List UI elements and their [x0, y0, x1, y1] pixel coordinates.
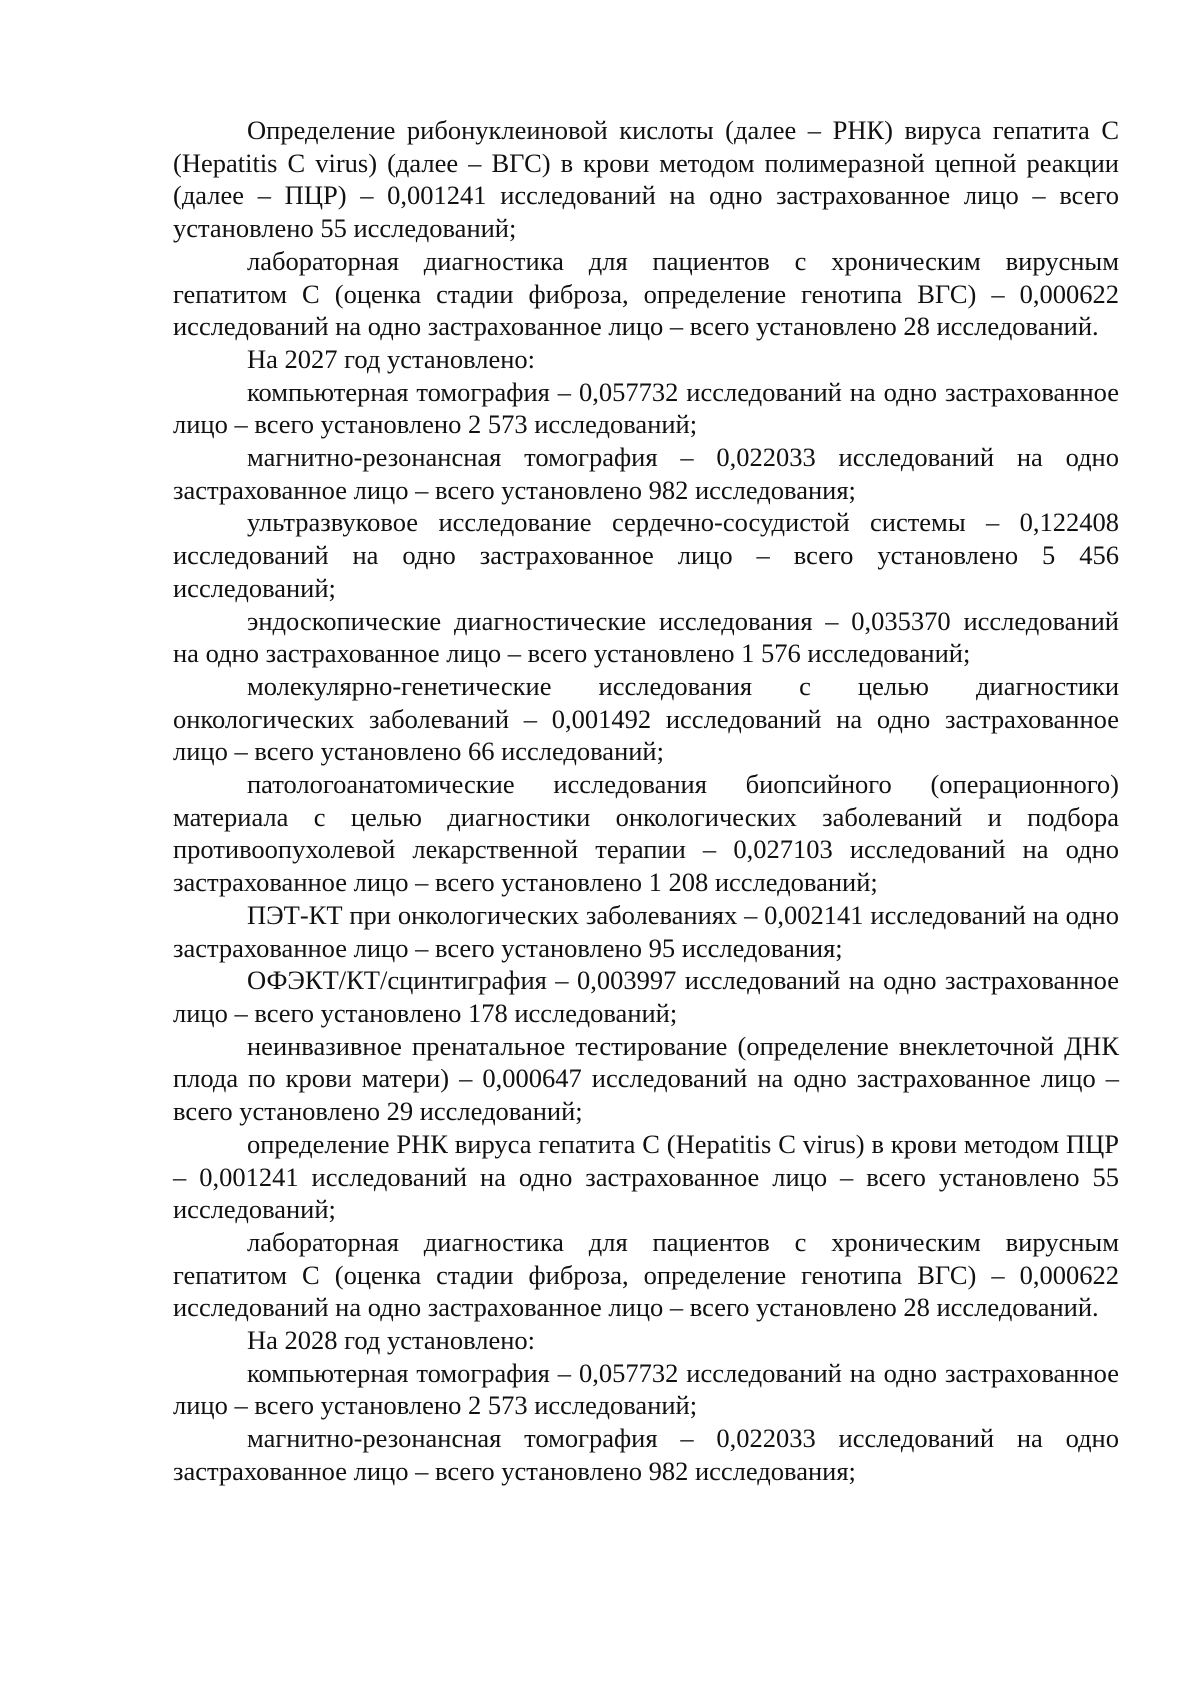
paragraph-pathology-2027: патологоанатомические исследования биопсийного (операционного) материала с целью диагностики онкологических заболеваний и подбора противоопухолевой лекарственной терапии – 0,027103 исследований на одно застрахованное лицо – всего установлено 1 208 исследований; — [173, 769, 1119, 898]
paragraph-mri-2028: магнитно-резонансная томография – 0,022033 исследований на одно застрахованное лицо – всего установлено 982 исследования; — [173, 1423, 1119, 1486]
paragraph-spect-2027: ОФЭКТ/КТ/сцинтиграфия – 0,003997 исследований на одно застрахованное лицо – всего установлено 178 исследований; — [173, 965, 1119, 1028]
paragraph-ct-2027: компьютерная томография – 0,057732 исследований на одно застрахованное лицо – всего установлено 2 573 исследований; — [173, 376, 1119, 440]
paragraph-nipt-2027: неинвазивное пренатальное тестирование (определение внеклеточной ДНК плода по крови матери) – 0,000647 исследований на одно застрахованное лицо – всего установлено 29 исследований; — [173, 1030, 1119, 1127]
paragraph-rna-hcv-2027: определение РНК вируса гепатита С (Hepatitis С virus) в крови методом ПЦР – 0,001241 исследований на одно застрахованное лицо – всего установлено 55 исследований; — [173, 1128, 1119, 1225]
paragraph-pet-ct-2027: ПЭТ-КТ при онкологических заболеваниях – 0,002141 исследований на одно застрахованное лицо – всего установлено 95 исследования; — [173, 899, 1119, 963]
heading-year-2027: На 2027 год установлено: — [247, 343, 536, 374]
paragraph-hcv-lab-2027: лабораторная диагностика для пациентов с хроническим вирусным гепатитом С (оценка стадии фиброза, определение генотипа ВГС) – 0,000622 исследований на одно застрахованное лицо – всего установлено 28 исследований. — [173, 1226, 1119, 1323]
paragraph-hcv-lab-2026: лабораторная диагностика для пациентов с хроническим вирусным гепатитом С (оценка стадии фиброза, определение генотипа ВГС) – 0,000622 исследований на одно застрахованное лицо – всего установлено 28 исследований. — [173, 245, 1119, 342]
paragraph-ultrasound-2027: ультразвуковое исследование сердечно-сосудистой системы – 0,122408 исследований на одно застрахованное лицо – всего установлено 5 456 исследований; — [173, 507, 1119, 603]
document-body — [173, 114, 1119, 1488]
paragraph-ct-2028: компьютерная томография – 0,057732 исследований на одно застрахованное лицо – всего установлено 2 573 исследований; — [173, 1357, 1119, 1421]
heading-year-2028: На 2028 год установлено: — [247, 1325, 536, 1356]
paragraph-endoscopy-2027: эндоскопические диагностические исследования – 0,035370 исследований на одно застрахованное лицо – всего установлено 1 576 исследований; — [173, 605, 1119, 669]
paragraph-molecular-genetic-2027: молекулярно-генетические исследования с целью диагностики онкологических заболеваний – 0,001492 исследований на одно застрахованное лицо – всего установлено 66 исследований; — [173, 670, 1119, 767]
paragraph-rna-hcv-2026: Определение рибонуклеиновой кислоты (далее – РНК) вируса гепатита С (Hepatitis С virus) (далее – ВГС) в крови методом полимеразной цепной реакции (далее – ПЦР) – 0,001241 исследований на одно застрахованное лицо – всего установлено 55 исследований; — [173, 115, 1119, 244]
paragraph-mri-2027: магнитно-резонансная томография – 0,022033 исследований на одно застрахованное лицо – всего установлено 982 исследования; — [173, 442, 1119, 505]
